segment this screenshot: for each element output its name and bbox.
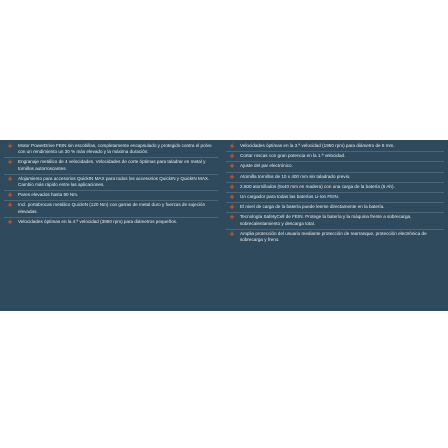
feature-item	[226, 193, 444, 203]
feature-item	[4, 158, 218, 174]
plus-icon: +	[7, 174, 13, 183]
feature-text: Velocidades óptimas en la 4.ª velocidad (3850 rpm) para diámetros pequeños.	[18, 218, 178, 224]
feature-item	[226, 213, 444, 229]
plus-icon: +	[229, 182, 235, 191]
plus-icon: +	[229, 229, 235, 238]
feature-item	[4, 191, 218, 201]
feature-text: El nivel de carga de la batería puede leerse directamente en la batería.	[240, 204, 385, 210]
feature-item	[226, 183, 444, 193]
plus-icon: +	[229, 193, 235, 202]
plus-icon: +	[7, 191, 13, 200]
plus-icon: +	[229, 213, 235, 222]
feature-item	[226, 162, 444, 172]
feature-text: Incl. portabrocas metálico QuickIN (120 Nm) con garras de metal duro y fuerzas de sujeción elevadas.	[18, 202, 206, 214]
feature-text: Ajuste del par electrónico.	[240, 163, 293, 169]
feature-text: Alojamiento para accesorios QuickIN MAX para todos los accesorios QuickIN y QuickIN MAX. Cambio más rápido entre las aplicaciones.	[18, 175, 210, 188]
feature-item	[4, 142, 218, 158]
feature-item	[226, 152, 444, 162]
feature-text: Motor PowerDrive FEIN sin escobillas, completamente encapsulado y protegido contra el polvo con un rendimiento un 30 % más elevado y la máxima duración.	[18, 143, 212, 155]
feature-text: Un cargador para todas las baterías Li-Ion FEIN.	[240, 194, 340, 200]
feature-panel	[0, 140, 448, 311]
feature-text: Amplia protección del usuario mediante protección de rearranque, protección electrónica de sobrecarga y freno.	[240, 230, 427, 243]
plus-icon: +	[7, 142, 13, 150]
feature-text: 2.500 atornillados (5x40 mm en madera) con una carga de la batería (6 Ah).	[240, 183, 395, 189]
feature-item	[226, 230, 444, 245]
feature-item	[226, 203, 444, 213]
plus-icon: +	[7, 158, 13, 167]
plus-icon: +	[229, 142, 235, 150]
feature-item	[4, 175, 218, 191]
plus-icon: +	[7, 201, 13, 210]
feature-item	[226, 142, 444, 152]
plus-icon: +	[229, 152, 235, 161]
feature-list-left	[4, 142, 222, 311]
feature-text: Cortar roscas con gran potencia en la 1.ª velocidad.	[240, 153, 346, 159]
feature-text: Velocidades óptimas en la 3.ª velocidad (1950 rpm) para diámetro de 8 mm.	[240, 143, 395, 148]
feature-text: Engranaje metálico de 4 velocidades. Velocidades de corte óptimas para taladrar en metal y tornillos autorroscantes.	[18, 159, 206, 171]
feature-text: Pares elevados hasta 90 Nm.	[18, 192, 79, 198]
feature-item	[226, 173, 444, 183]
feature-text: Atornilla tornillos de 10 x 400 mm sin taladrado previo.	[240, 173, 351, 179]
plus-icon: +	[229, 172, 235, 181]
feature-item	[4, 218, 218, 227]
plus-icon: +	[229, 162, 235, 171]
feature-item	[4, 201, 218, 217]
plus-icon: +	[7, 217, 13, 226]
plus-icon: +	[229, 203, 235, 212]
feature-text: Tecnología SafetyCell de FEIN. Protege la batería y la máquina frente a sobrecarga, sobrecalentamiento y descarga total.	[240, 214, 412, 226]
feature-list-right	[222, 142, 444, 311]
